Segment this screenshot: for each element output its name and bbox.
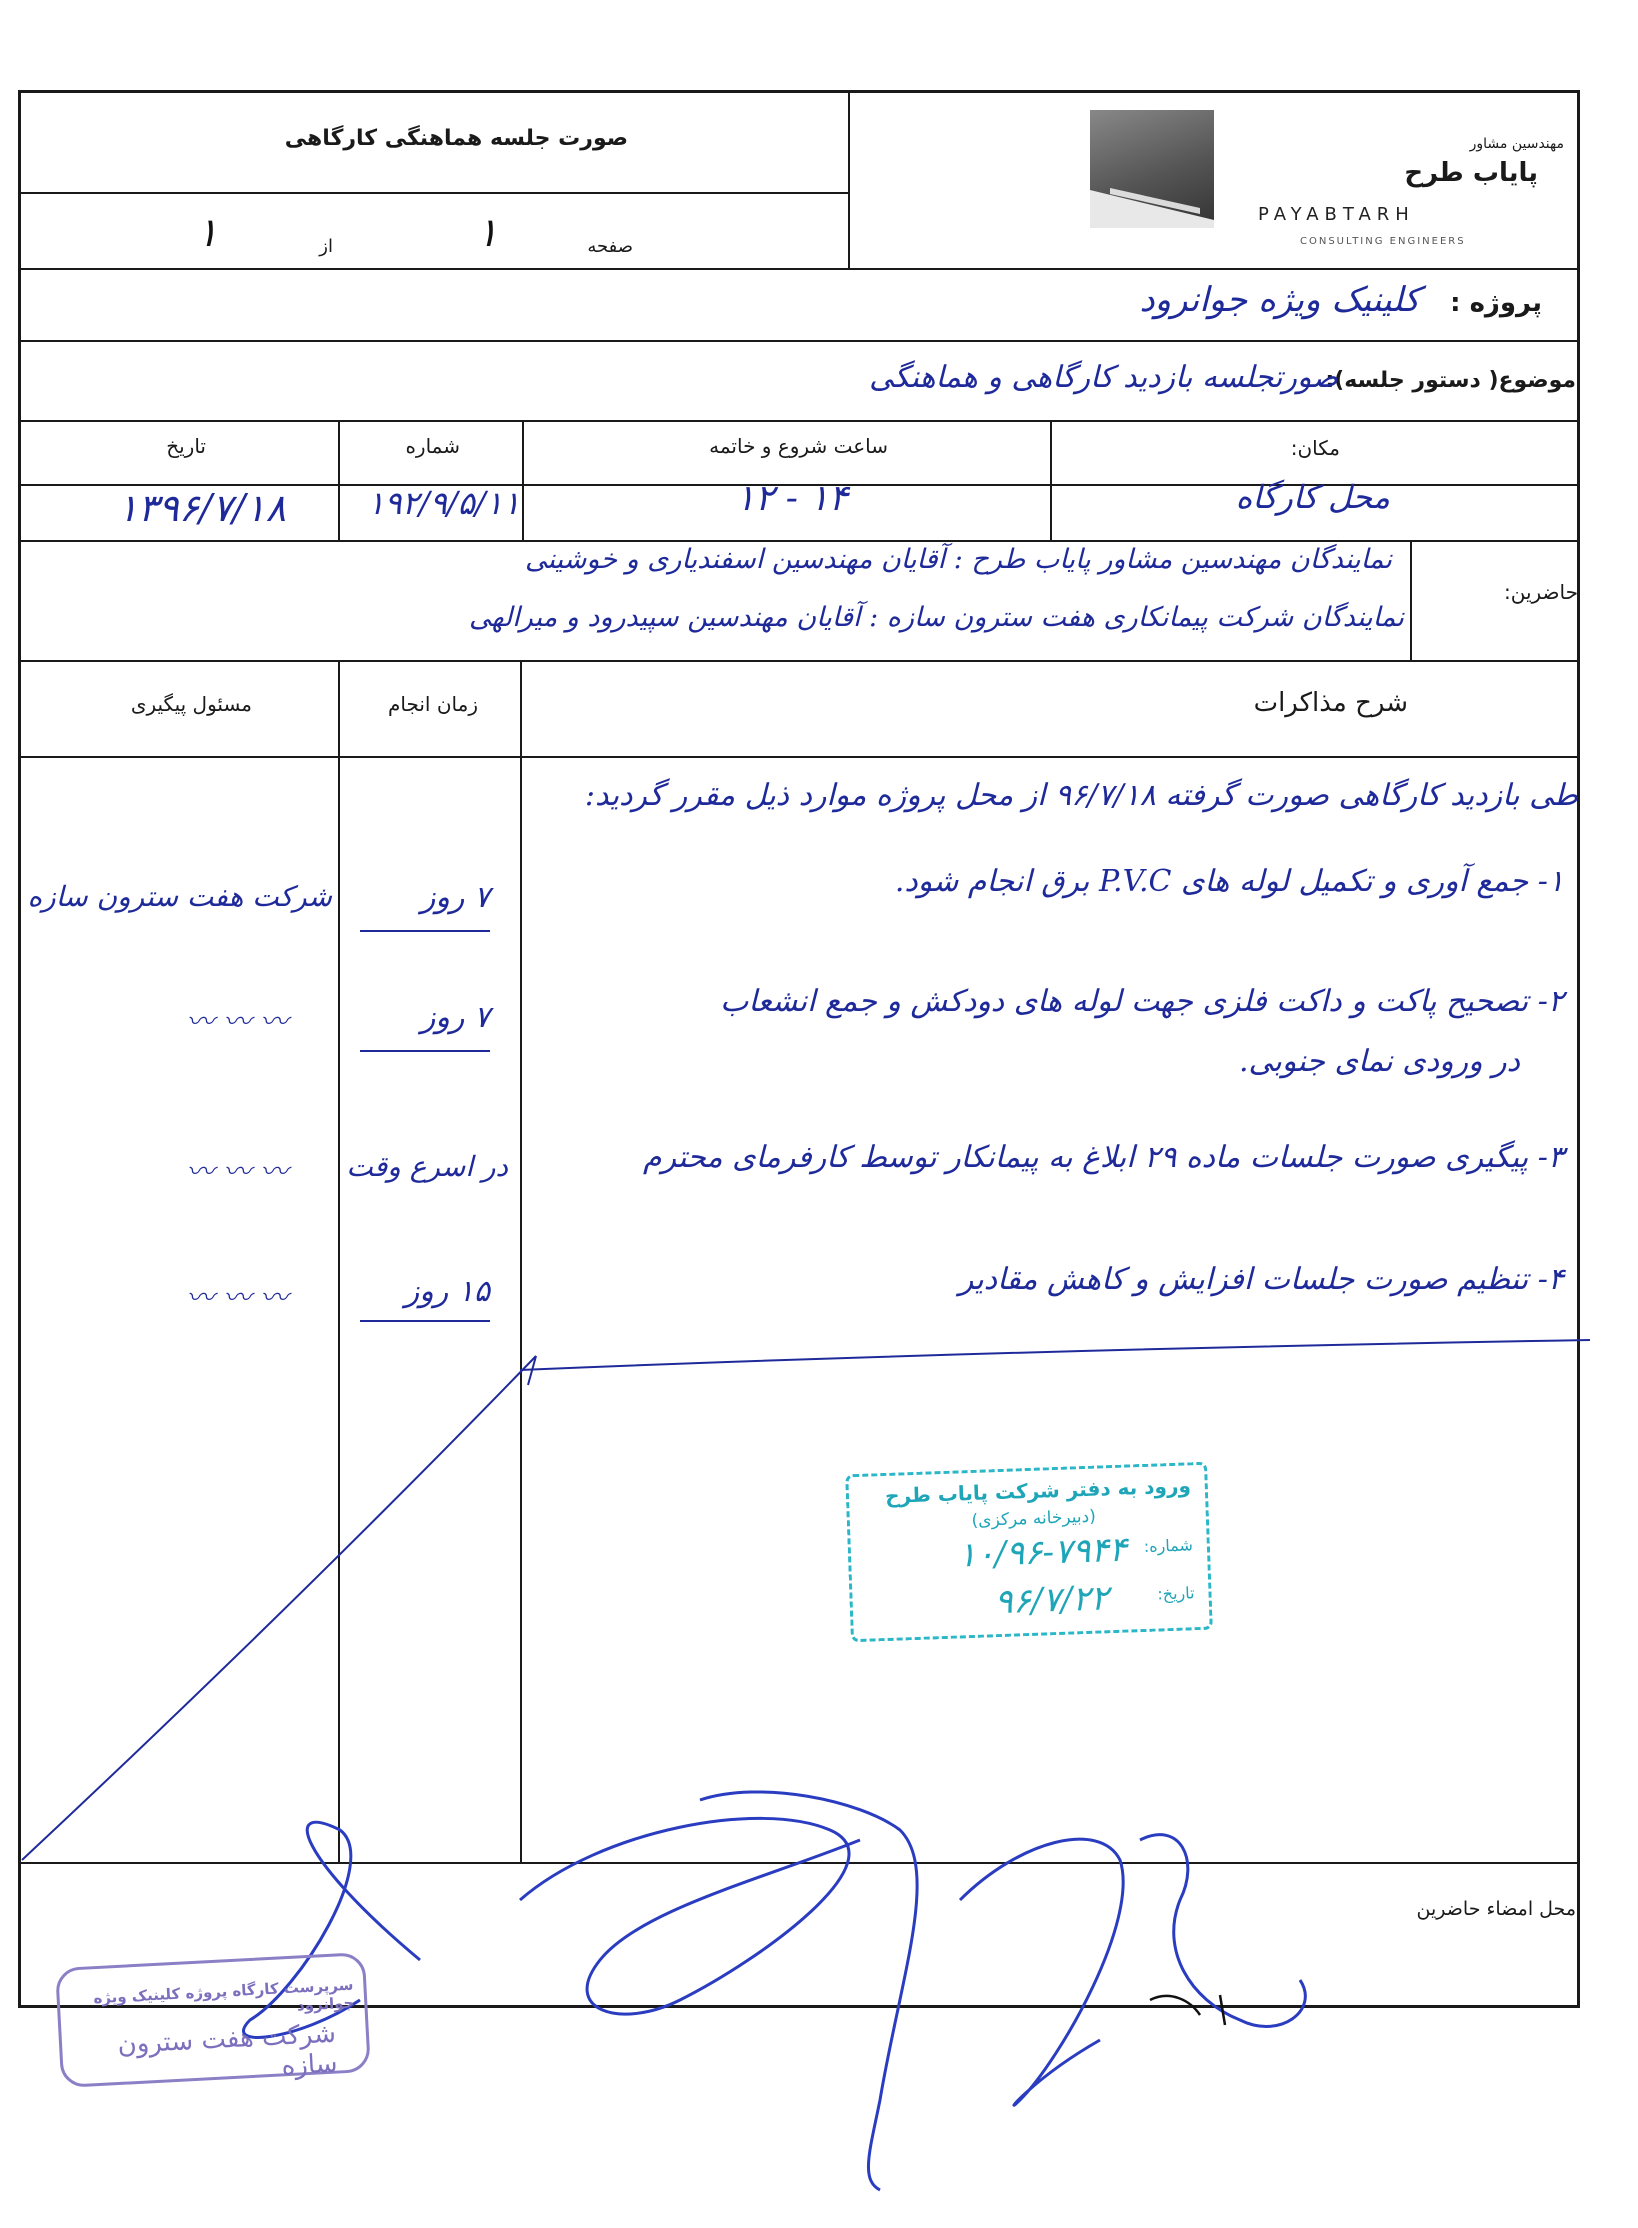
form-title: صورت جلسه هماهنگی کارگاهی [284,126,628,151]
item-4-deadline: ۱۵ روز [404,1274,490,1309]
signature-stroke-5 [1140,1835,1305,2027]
item-1-deadline: ۷ روز [420,880,490,915]
item-4-text: ۴- تنظیم صورت جلسات افزایش و کاهش مقادیر [958,1262,1564,1297]
logo-company-fa: پایاب طرح [1404,158,1538,188]
logo-company-en: PAYABTARH [1258,204,1415,225]
stamp-blue-number-value: ۱۰/۹۶-۷۹۴۴ [957,1529,1128,1576]
item-2-deadline: ۷ روز [420,1000,490,1035]
date-header: تاریخ [166,434,206,458]
page-label: صفحه [587,236,633,257]
place-value: محل کارگاه [1235,478,1390,516]
discussion-intro: طی بازدید کارگاهی صورت گرفته ۹۶/۷/۱۸ از محل پروژه موارد ذیل مقرر گردید: [584,778,1578,813]
item-3-responsible: 〰 〰 〰 [186,1155,288,1188]
signature-stroke-4 [960,1839,1123,2105]
responsible-header: مسئول پیگیری [130,692,252,716]
stamp-blue-date-value: ۹۶/۷/۲۲ [993,1578,1110,1623]
item-3-text: ۳- پیگیری صورت جلسات ماده ۲۹ ابلاغ به پیمانکار توسط کارفرمای محترم [643,1140,1564,1175]
stamp-purple-line-2: شرکت هفت سترون سازه [116,2018,339,2082]
time-header: ساعت شروع و خاتمه [709,434,888,458]
subject-value: صورتجلسه بازدید کارگاهی و هماهنگی [869,360,1338,395]
number-value: ۱۹۲/۹/۵/۱۱ [367,484,520,522]
signature-stroke-3 [700,1792,917,2190]
attendees-label: حاضرین: [1503,580,1578,604]
logo-company-en-sub: CONSULTING ENGINEERS [1300,236,1466,247]
attendees-line-2: نمایندگان شرکت پیمانکاری هفت سترون سازه : آقایان مهندسین سپیدرود و میرالهی [469,602,1404,633]
item-3-deadline: در اسرع وقت [346,1150,508,1183]
subject-label: موضوع( دستور جلسه): [1325,368,1576,393]
stamp-purple-line-1: سرپرست کارگاه پروژه کلینیک ویژه جوانرود [92,1975,355,2015]
logo-company-fa-small: مهندسین مشاور [1469,136,1564,152]
date-value: ۱۳۹۶/۷/۱۸ [117,486,286,530]
project-value: کلینیک ویژه جوانرود [1139,280,1420,320]
project-label: پروژه : [1450,288,1542,318]
number-header: شماره [405,434,460,458]
time-value: ۱۴ - ۱۲ [735,478,848,519]
item-1-text: ۱- جمع آوری و تکمیل لوله های P.V.C برق انجام شود. [894,864,1564,899]
contractor-site-stamp [55,1952,371,2088]
signature-stroke-6 [1150,1995,1225,2025]
item-2-text: ۲- تصحیح پاکت و داکت فلزی جهت لوله های دودکش و جمع انشعاب [720,984,1564,1019]
deadline-header: زمان انجام [387,692,478,716]
page-total: ۱ [196,210,218,256]
attendees-line-1: نمایندگان مهندسین مشاور پایاب طرح : آقایان مهندسین اسفندیاری و خوشینی [524,544,1392,575]
item-1-responsible: شرکت هفت سترون سازه [27,880,332,913]
stamp-blue-line-2: (دبیرخانه مرکزی) [971,1506,1097,1531]
item-2-responsible: 〰 〰 〰 [186,1005,288,1038]
place-header: مکان: [1290,436,1340,460]
item-2-text-continued: در ورودی نمای جنوبی. [1238,1044,1520,1079]
stamp-blue-date-label: تاریخ: [1156,1583,1195,1604]
stamp-blue-line-1: ورود به دفتر شرکت پایاب طرح [884,1473,1192,1508]
signature-label: محل امضاء حاضرین [1416,1898,1576,1920]
page-number: ۱ [476,210,498,256]
item-4-responsible: 〰 〰 〰 [186,1281,288,1314]
signature-stroke-2 [520,1818,860,2014]
of-label: از [319,236,333,257]
stamp-blue-number-label: شماره: [1143,1535,1194,1556]
discussion-header: شرح مذاکرات [1253,688,1408,718]
